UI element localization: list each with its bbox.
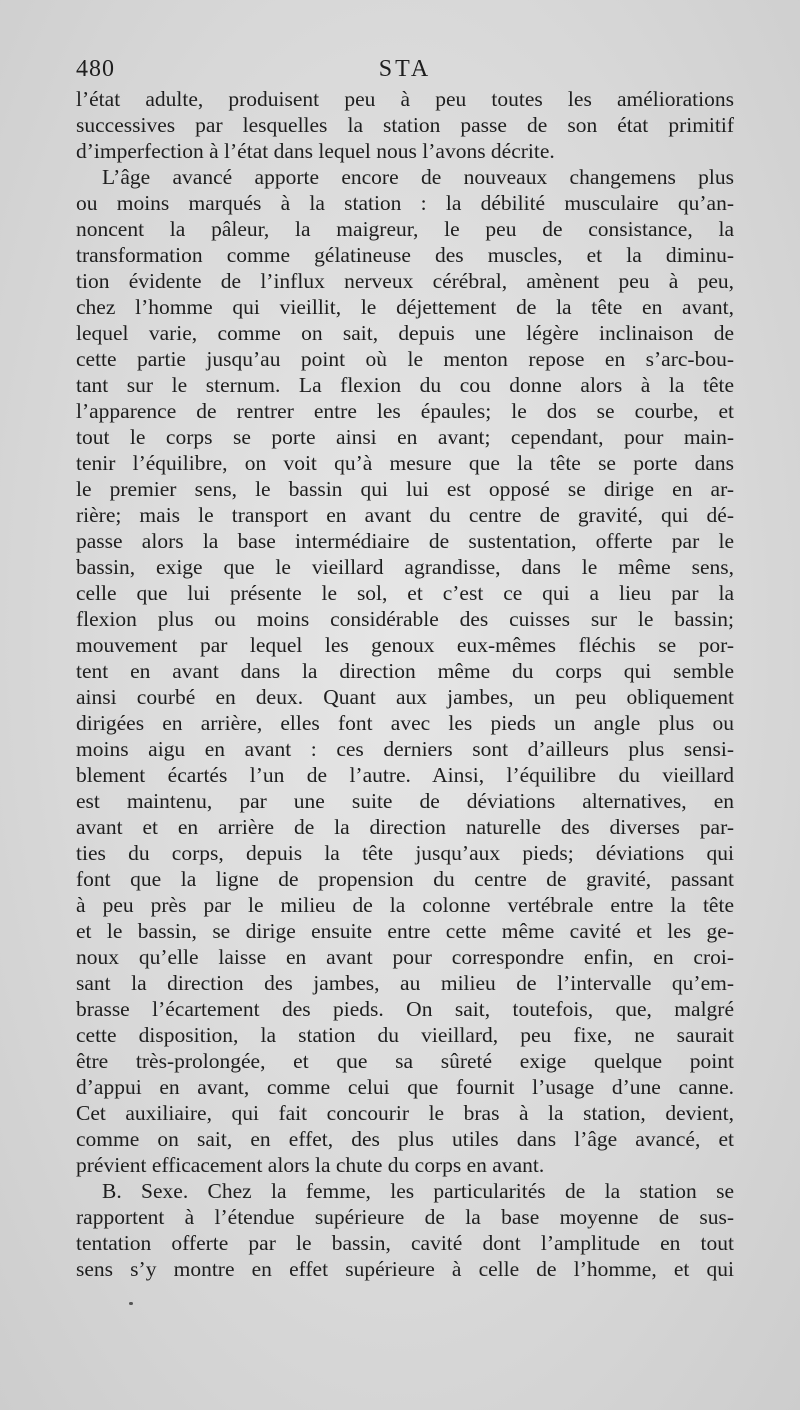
- text-line: noux qu’elle laisse en avant pour correspondre enfin, en croi-: [76, 945, 734, 969]
- text-line: d’imperfection à l’état dans lequel nous l’avons décrite.: [76, 139, 555, 163]
- text-line: flexion plus ou moins considérable des cuisses sur le bassin;: [76, 607, 734, 631]
- text-line: brasse l’écartement des pieds. On sait, toutefois, que, malgré: [76, 997, 734, 1021]
- text-line: est maintenu, par une suite de déviations alternatives, en: [76, 789, 734, 813]
- text-line: l’apparence de rentrer entre les épaules; le dos se courbe, et: [76, 399, 734, 423]
- text-line: rière; mais le transport en avant du centre de gravité, qui dé-: [76, 503, 734, 527]
- text-line: comme on sait, en effet, des plus utiles dans l’âge avancé, et: [76, 1127, 734, 1151]
- text-line: noncent la pâleur, la maigreur, le peu de consistance, la: [76, 217, 734, 241]
- text-line: tion évidente de l’influx nerveux cérébral, amènent peu à peu,: [76, 269, 734, 293]
- body-text: [76, 86, 734, 1282]
- text-line: cette partie jusqu’au point où le menton repose en s’arc-bou-: [76, 347, 734, 371]
- text-line: et le bassin, se dirige ensuite entre cette même cavité et les ge-: [76, 919, 734, 943]
- text-line: ties du corps, depuis la tête jusqu’aux pieds; déviations qui: [76, 841, 734, 865]
- text-line: tent en avant dans la direction même du corps qui semble: [76, 659, 734, 683]
- text-line: tentation offerte par le bassin, cavité dont l’amplitude en tout: [76, 1231, 734, 1255]
- text-line: tant sur le sternum. La flexion du cou donne alors à la tête: [76, 373, 734, 397]
- text-line: à peu près par le milieu de la colonne vertébrale entre la tête: [76, 893, 734, 917]
- text-line: L’âge avancé apporte encore de nouveaux changemens plus: [102, 165, 734, 189]
- text-line: tout le corps se porte ainsi en avant; cependant, pour main-: [76, 425, 734, 449]
- text-line: mouvement par lequel les genoux eux-mêmes fléchis se por-: [76, 633, 734, 657]
- text-line: dirigées en arrière, elles font avec les pieds un angle plus ou: [76, 711, 734, 735]
- text-line: Cet auxiliaire, qui fait concourir le bras à la station, devient,: [76, 1101, 734, 1125]
- text-line: chez l’homme qui vieillit, le déjettement de la tête en avant,: [76, 295, 734, 319]
- text-line: ou moins marqués à la station : la débilité musculaire qu’an-: [76, 191, 734, 215]
- text-line: rapportent à l’étendue supérieure de la base moyenne de sus-: [76, 1205, 734, 1229]
- text-line: celle que lui présente le sol, et c’est ce qui a lieu par la: [76, 581, 734, 605]
- text-line: B. Sexe. Chez la femme, les particularités de la station se: [102, 1179, 734, 1203]
- text-line: le premier sens, le bassin qui lui est opposé se dirige en ar-: [76, 477, 734, 501]
- text-line: d’appui en avant, comme celui que fournit l’usage d’une canne.: [76, 1075, 734, 1099]
- text-line: successives par lesquelles la station passe de son état primitif: [76, 113, 734, 137]
- text-line: moins aigu en avant : ces derniers sont d’ailleurs plus sensi-: [76, 737, 734, 761]
- text-line: passe alors la base intermédiaire de sustentation, offerte par le: [76, 529, 734, 553]
- text-line: bassin, exige que le vieillard agrandisse, dans le même sens,: [76, 555, 734, 579]
- page-header: [76, 56, 734, 86]
- text-line: sant la direction des jambes, au milieu de l’intervalle qu’em-: [76, 971, 734, 995]
- text-line: ainsi courbé en deux. Quant aux jambes, un peu obliquement: [76, 685, 734, 709]
- ink-speck: [129, 1302, 133, 1305]
- text-line: cette disposition, la station du vieillard, peu fixe, ne saurait: [76, 1023, 734, 1047]
- text-line: sens s’y montre en effet supérieure à celle de l’homme, et qui: [76, 1257, 734, 1281]
- text-line: avant et en arrière de la direction naturelle des diverses par-: [76, 815, 734, 839]
- text-line: transformation comme gélatineuse des muscles, et la diminu-: [76, 243, 734, 267]
- text-line: tenir l’équilibre, on voit qu’à mesure que la tête se porte dans: [76, 451, 734, 475]
- text-line: être très-prolongée, et que sa sûreté exige quelque point: [76, 1049, 734, 1073]
- text-line: font que la ligne de propension du centre de gravité, passant: [76, 867, 734, 891]
- text-line: l’état adulte, produisent peu à peu toutes les améliorations: [76, 87, 734, 111]
- text-line: lequel varie, comme on sait, depuis une légère inclinaison de: [76, 321, 734, 345]
- text-line: prévient efficacement alors la chute du corps en avant.: [76, 1153, 545, 1177]
- running-head: STA: [378, 56, 432, 82]
- page-number: 480: [76, 56, 115, 82]
- text-line: blement écartés l’un de l’autre. Ainsi, l’équilibre du vieillard: [76, 763, 734, 787]
